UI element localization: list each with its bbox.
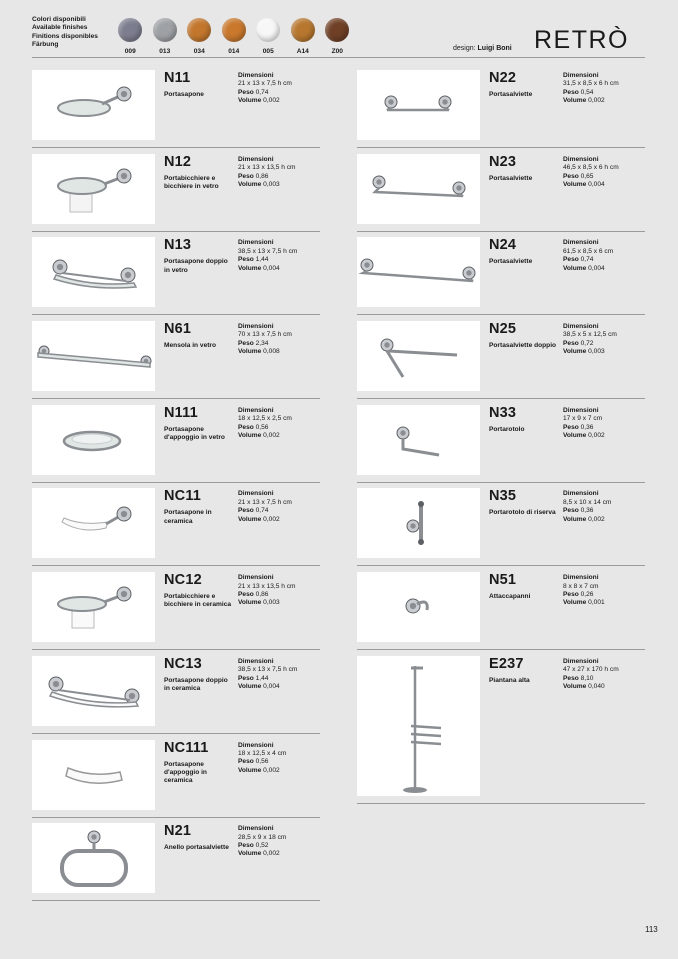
- product-specs: [563, 490, 647, 524]
- product-description: Portasapone d'appoggio in ceramica: [164, 760, 207, 785]
- weight-label: Peso: [238, 507, 254, 515]
- dimensions-label: Dimensioni: [238, 490, 274, 498]
- volume-line: [238, 516, 322, 524]
- weight-line: [563, 89, 647, 97]
- finish-color-dot: [153, 18, 177, 42]
- dimensions-value: 21 x 13 x 13,5 h cm: [238, 582, 296, 590]
- dimensions-label: Dimensioni: [238, 323, 274, 331]
- product-image: [32, 321, 155, 391]
- dimensions-value: 38,5 x 5 x 12,5 cm: [563, 331, 617, 339]
- product-description: Portasalviette doppio: [489, 342, 557, 350]
- weight-label: Peso: [563, 423, 579, 431]
- finish-swatch-034: [182, 18, 217, 55]
- dimensions-label: Dimensioni: [238, 574, 274, 582]
- volume-label: Volume: [563, 264, 587, 272]
- volume-value: 0,002: [588, 515, 605, 523]
- product-row-n61: [32, 319, 320, 395]
- product-description: Piantana alta: [489, 676, 530, 684]
- weight-value: 0,72: [580, 339, 594, 347]
- product-description: Portarotolo: [489, 425, 525, 433]
- product-row-e237: [357, 654, 645, 800]
- product-code: N12: [164, 153, 192, 170]
- weight-line: [238, 173, 322, 181]
- product-row-n21: [32, 821, 320, 897]
- weight-label: Peso: [238, 88, 254, 96]
- volume-label: Volume: [238, 180, 262, 188]
- dimensions-value: 28,5 x 9 x 18 cm: [238, 833, 287, 841]
- weight-label: Peso: [238, 842, 254, 849]
- volume-value: 0,002: [588, 431, 605, 439]
- dimensions-value: 46,5 x 8,5 x 6 h cm: [563, 164, 619, 172]
- product-image: [357, 237, 480, 307]
- product-image: [357, 70, 480, 140]
- product-image: [357, 154, 480, 224]
- finish-code: Z00: [331, 48, 343, 55]
- product-code: N51: [489, 572, 517, 589]
- volume-line: [238, 265, 322, 273]
- volume-label: Volume: [238, 264, 262, 272]
- product-image: [32, 740, 155, 810]
- product-description: Portasapone: [164, 91, 204, 98]
- volume-label: Volume: [563, 348, 587, 356]
- product-code: N24: [489, 237, 517, 254]
- product-image: [32, 656, 155, 726]
- finishes-label: [32, 16, 98, 49]
- product-description: Anello portasalviette: [164, 844, 229, 852]
- volume-value: 0,002: [588, 97, 605, 105]
- volume-label: Volume: [238, 766, 262, 774]
- product-description: Mensola in vetro: [164, 342, 217, 350]
- product-row-n33: [357, 403, 645, 479]
- dimensions-value: 18 x 12,5 x 2,5 cm: [238, 415, 292, 423]
- volume-label: Volume: [563, 683, 587, 691]
- volume-value: 0,001: [588, 599, 605, 607]
- product-description: Portabicchiere e bicchiere in vetro: [164, 174, 219, 190]
- finish-swatch-014: [217, 18, 252, 55]
- weight-value: 0,26: [580, 590, 594, 598]
- product-image: [32, 488, 155, 558]
- weight-line: [563, 340, 647, 348]
- product-specs: [238, 72, 322, 106]
- volume-label: Volume: [238, 97, 262, 105]
- volume-line: [238, 432, 322, 440]
- dimensions-label: Dimensioni: [238, 825, 274, 833]
- weight-value: 0,56: [255, 758, 269, 766]
- volume-label: Volume: [238, 683, 262, 691]
- finish-swatches: [113, 18, 355, 55]
- finishes-label-fr: Finitions disponibles: [32, 32, 98, 40]
- weight-line: [563, 173, 647, 181]
- product-code: N13: [164, 237, 192, 254]
- product-specs: [238, 239, 322, 273]
- product-code: NC12: [164, 572, 202, 589]
- product-code: E237: [489, 655, 524, 672]
- weight-value: 0,74: [255, 88, 269, 96]
- weight-line: [238, 675, 322, 683]
- dimensions-label: Dimensioni: [563, 155, 599, 163]
- product-specs: [238, 490, 322, 524]
- product-specs: [238, 323, 322, 357]
- dimensions-label: Dimensioni: [563, 657, 599, 665]
- weight-value: 0,56: [255, 423, 269, 431]
- volume-value: 0,002: [263, 97, 280, 105]
- dimensions-value: 31,5 x 8,5 x 6 h cm: [563, 80, 619, 88]
- dimensions-value: 21 x 13 x 7,5 h cm: [238, 498, 292, 506]
- product-row-n25: [357, 319, 645, 395]
- finish-swatch-005: [251, 18, 286, 55]
- volume-label: Volume: [238, 850, 262, 858]
- volume-label: Volume: [238, 515, 262, 523]
- volume-line: [563, 97, 647, 105]
- weight-label: Peso: [563, 256, 579, 264]
- volume-line: [563, 181, 647, 189]
- finish-code: 034: [193, 48, 205, 55]
- volume-value: 0,008: [263, 348, 280, 356]
- finish-code: 009: [124, 48, 136, 55]
- product-row-n23: [357, 152, 645, 228]
- weight-value: 0,65: [580, 172, 594, 180]
- product-specs: [563, 323, 647, 357]
- weight-value: 8,10: [580, 674, 594, 682]
- finish-swatch-013: [148, 18, 183, 55]
- dimensions-value: 38,5 x 13 x 7,5 h cm: [238, 666, 298, 674]
- designer-name: Luigi Boni: [477, 45, 512, 52]
- volume-label: Volume: [563, 599, 587, 607]
- product-specs: [563, 407, 647, 441]
- right-product-column: [357, 68, 645, 808]
- volume-line: [563, 348, 647, 356]
- volume-line: [563, 599, 647, 607]
- weight-value: 0,86: [255, 172, 269, 180]
- product-specs: [563, 72, 647, 106]
- product-description: Portasapone in ceramica: [164, 509, 212, 525]
- product-row-n12: [32, 152, 320, 228]
- weight-value: 0,36: [580, 423, 594, 431]
- volume-label: Volume: [238, 599, 262, 607]
- volume-label: Volume: [238, 348, 262, 356]
- product-description: Portabicchiere e bicchiere in ceramica: [164, 593, 232, 609]
- finish-color-dot: [256, 18, 280, 42]
- volume-value: 0,004: [588, 180, 605, 188]
- finishes-label-de: Färbung: [32, 40, 59, 48]
- product-row-nc111: [32, 738, 320, 814]
- product-specs: [238, 407, 322, 441]
- weight-label: Peso: [238, 590, 254, 598]
- volume-value: 0,002: [263, 515, 280, 523]
- product-code: N35: [489, 488, 517, 505]
- volume-line: [238, 599, 322, 607]
- product-row-n11: [32, 68, 320, 144]
- dimensions-label: Dimensioni: [238, 657, 274, 665]
- product-description: Portasalviette: [489, 91, 533, 98]
- dimensions-label: Dimensioni: [563, 239, 599, 247]
- product-row-n24: [357, 235, 645, 311]
- volume-value: 0,002: [263, 766, 280, 774]
- dimensions-label: Dimensioni: [563, 72, 599, 79]
- product-code: N33: [489, 404, 517, 421]
- product-row-n35: [357, 486, 645, 562]
- product-specs: [238, 825, 322, 859]
- product-description: Portasalviette: [489, 174, 533, 182]
- weight-value: 0,36: [580, 507, 594, 515]
- volume-line: [563, 516, 647, 524]
- product-row-n111: [32, 403, 320, 479]
- dimensions-value: 21 x 13 x 7,5 h cm: [238, 80, 292, 88]
- design-prefix: design:: [453, 45, 476, 52]
- dimensions-value: 17 x 9 x 7 cm: [563, 415, 603, 423]
- dimensions-label: Dimensioni: [238, 406, 274, 414]
- weight-value: 1,44: [255, 256, 269, 264]
- volume-line: [238, 767, 322, 775]
- dimensions-label: Dimensioni: [238, 72, 274, 79]
- product-code: NC11: [164, 488, 202, 505]
- product-description: Attaccapanni: [489, 593, 531, 601]
- dimensions-label: Dimensioni: [238, 239, 274, 247]
- dimensions-value: 18 x 12,5 x 4 cm: [238, 749, 287, 757]
- finish-swatch-009: [113, 18, 148, 55]
- weight-label: Peso: [563, 674, 579, 682]
- product-code: N61: [164, 321, 192, 338]
- volume-value: 0,003: [588, 348, 605, 356]
- weight-line: [238, 340, 322, 348]
- dimensions-value: 38,5 x 13 x 7,5 h cm: [238, 247, 298, 255]
- volume-label: Volume: [563, 180, 587, 188]
- volume-value: 0,040: [588, 683, 605, 691]
- weight-label: Peso: [238, 339, 254, 347]
- dimensions-value: 8 x 8 x 7 cm: [563, 582, 599, 590]
- weight-label: Peso: [238, 256, 254, 264]
- product-description: Portarotolo di riserva: [489, 509, 556, 517]
- weight-label: Peso: [238, 172, 254, 180]
- product-specs: [238, 574, 322, 608]
- volume-line: [238, 683, 322, 691]
- product-specs: [563, 574, 647, 608]
- weight-line: [238, 424, 322, 432]
- dimensions-value: 70 x 13 x 7,5 h cm: [238, 331, 292, 339]
- product-row-nc11: [32, 486, 320, 562]
- product-image: [32, 154, 155, 224]
- weight-value: 0,74: [580, 256, 594, 264]
- dimensions-value: 21 x 13 x 13,5 h cm: [238, 164, 296, 172]
- finish-color-dot: [187, 18, 211, 42]
- product-row-n51: [357, 570, 645, 646]
- dimensions-value: 61,5 x 8,5 x 6 cm: [563, 247, 614, 255]
- volume-value: 0,004: [263, 264, 280, 272]
- product-image: [357, 656, 480, 796]
- product-row-nc12: [32, 570, 320, 646]
- volume-line: [238, 850, 322, 858]
- product-row-nc13: [32, 654, 320, 730]
- weight-value: 0,86: [255, 590, 269, 598]
- weight-value: 0,54: [580, 88, 594, 96]
- product-specs: [563, 239, 647, 273]
- product-image: [32, 823, 155, 893]
- weight-label: Peso: [238, 674, 254, 682]
- weight-line: [238, 591, 322, 599]
- finish-swatch-Z00: [320, 18, 355, 55]
- dimensions-label: Dimensioni: [563, 406, 599, 414]
- volume-label: Volume: [563, 431, 587, 439]
- finish-swatch-A14: [286, 18, 321, 55]
- product-code: N22: [489, 70, 517, 86]
- product-specs: [563, 156, 647, 190]
- finish-code: 013: [159, 48, 171, 55]
- weight-label: Peso: [563, 88, 579, 96]
- product-description: Portasapone doppio in vetro: [164, 258, 228, 274]
- finish-color-dot: [118, 18, 142, 42]
- weight-label: Peso: [238, 423, 254, 431]
- product-code: N23: [489, 153, 517, 170]
- dimensions-label: Dimensioni: [563, 323, 599, 331]
- product-description: Portasapone d'appoggio in vetro: [164, 425, 225, 442]
- weight-line: [238, 507, 322, 515]
- weight-line: [563, 591, 647, 599]
- weight-line: [238, 758, 322, 766]
- product-code: N111: [164, 404, 198, 421]
- volume-value: 0,002: [263, 850, 280, 858]
- finish-code: A14: [296, 48, 309, 55]
- finish-color-dot: [325, 18, 349, 42]
- weight-label: Peso: [563, 590, 579, 598]
- product-image: [357, 572, 480, 642]
- product-specs: [238, 742, 322, 776]
- finishes-label-en: Available finishes: [32, 24, 88, 32]
- dimensions-label: Dimensioni: [563, 490, 599, 498]
- weight-label: Peso: [563, 172, 579, 180]
- volume-value: 0,003: [263, 599, 280, 607]
- weight-label: Peso: [563, 339, 579, 347]
- product-image: [32, 405, 155, 475]
- product-specs: [238, 658, 322, 692]
- product-specs: [238, 156, 322, 190]
- product-code: NC13: [164, 655, 202, 672]
- finishes-label-it: Colori disponibili: [32, 16, 86, 23]
- product-description: Portasapone doppio in ceramica: [164, 676, 228, 693]
- weight-value: 0,74: [255, 507, 269, 515]
- volume-label: Volume: [563, 515, 587, 523]
- collection-title: RETRÒ: [534, 26, 629, 54]
- volume-value: 0,002: [263, 431, 280, 439]
- volume-value: 0,004: [263, 683, 280, 691]
- finish-code: 005: [262, 48, 274, 55]
- header-divider: [32, 57, 645, 58]
- dimensions-label: Dimensioni: [563, 574, 599, 582]
- weight-label: Peso: [563, 507, 579, 515]
- product-image: [357, 321, 480, 391]
- left-product-column: [32, 68, 320, 905]
- product-image: [32, 70, 155, 140]
- product-code: N21: [164, 823, 192, 840]
- weight-label: Peso: [238, 758, 254, 766]
- volume-line: [563, 432, 647, 440]
- design-credit: [453, 45, 512, 52]
- weight-line: [563, 424, 647, 432]
- weight-value: 2,34: [255, 339, 269, 347]
- page-number: 113: [645, 925, 658, 934]
- weight-value: 0,52: [255, 842, 269, 849]
- finish-color-dot: [222, 18, 246, 42]
- product-image: [32, 572, 155, 642]
- volume-line: [238, 181, 322, 189]
- finish-color-dot: [291, 18, 315, 42]
- volume-line: [238, 348, 322, 356]
- dimensions-label: Dimensioni: [238, 155, 274, 163]
- product-image: [357, 405, 480, 475]
- product-row-n13: [32, 235, 320, 311]
- weight-line: [563, 507, 647, 515]
- volume-line: [238, 97, 322, 105]
- dimensions-value: 47 x 27 x 170 h cm: [563, 666, 619, 674]
- product-code: N25: [489, 321, 517, 338]
- product-specs: [563, 658, 647, 692]
- weight-line: [238, 256, 322, 264]
- product-code: N11: [164, 70, 191, 86]
- finish-code: 014: [228, 48, 240, 55]
- volume-value: 0,004: [588, 264, 605, 272]
- volume-value: 0,003: [263, 180, 280, 188]
- volume-label: Volume: [238, 431, 262, 439]
- weight-line: [238, 89, 322, 97]
- dimensions-label: Dimensioni: [238, 741, 274, 749]
- product-code: NC111: [164, 739, 209, 756]
- weight-value: 1,44: [255, 674, 269, 682]
- volume-line: [563, 265, 647, 273]
- weight-line: [563, 675, 647, 683]
- weight-line: [563, 256, 647, 264]
- product-image: [32, 237, 155, 307]
- dimensions-value: 8,5 x 10 x 14 cm: [563, 498, 612, 506]
- product-image: [357, 488, 480, 558]
- product-row-n22: [357, 68, 645, 144]
- product-description: Portasalviette: [489, 258, 533, 266]
- volume-line: [563, 683, 647, 691]
- volume-label: Volume: [563, 97, 587, 105]
- weight-line: [238, 842, 322, 850]
